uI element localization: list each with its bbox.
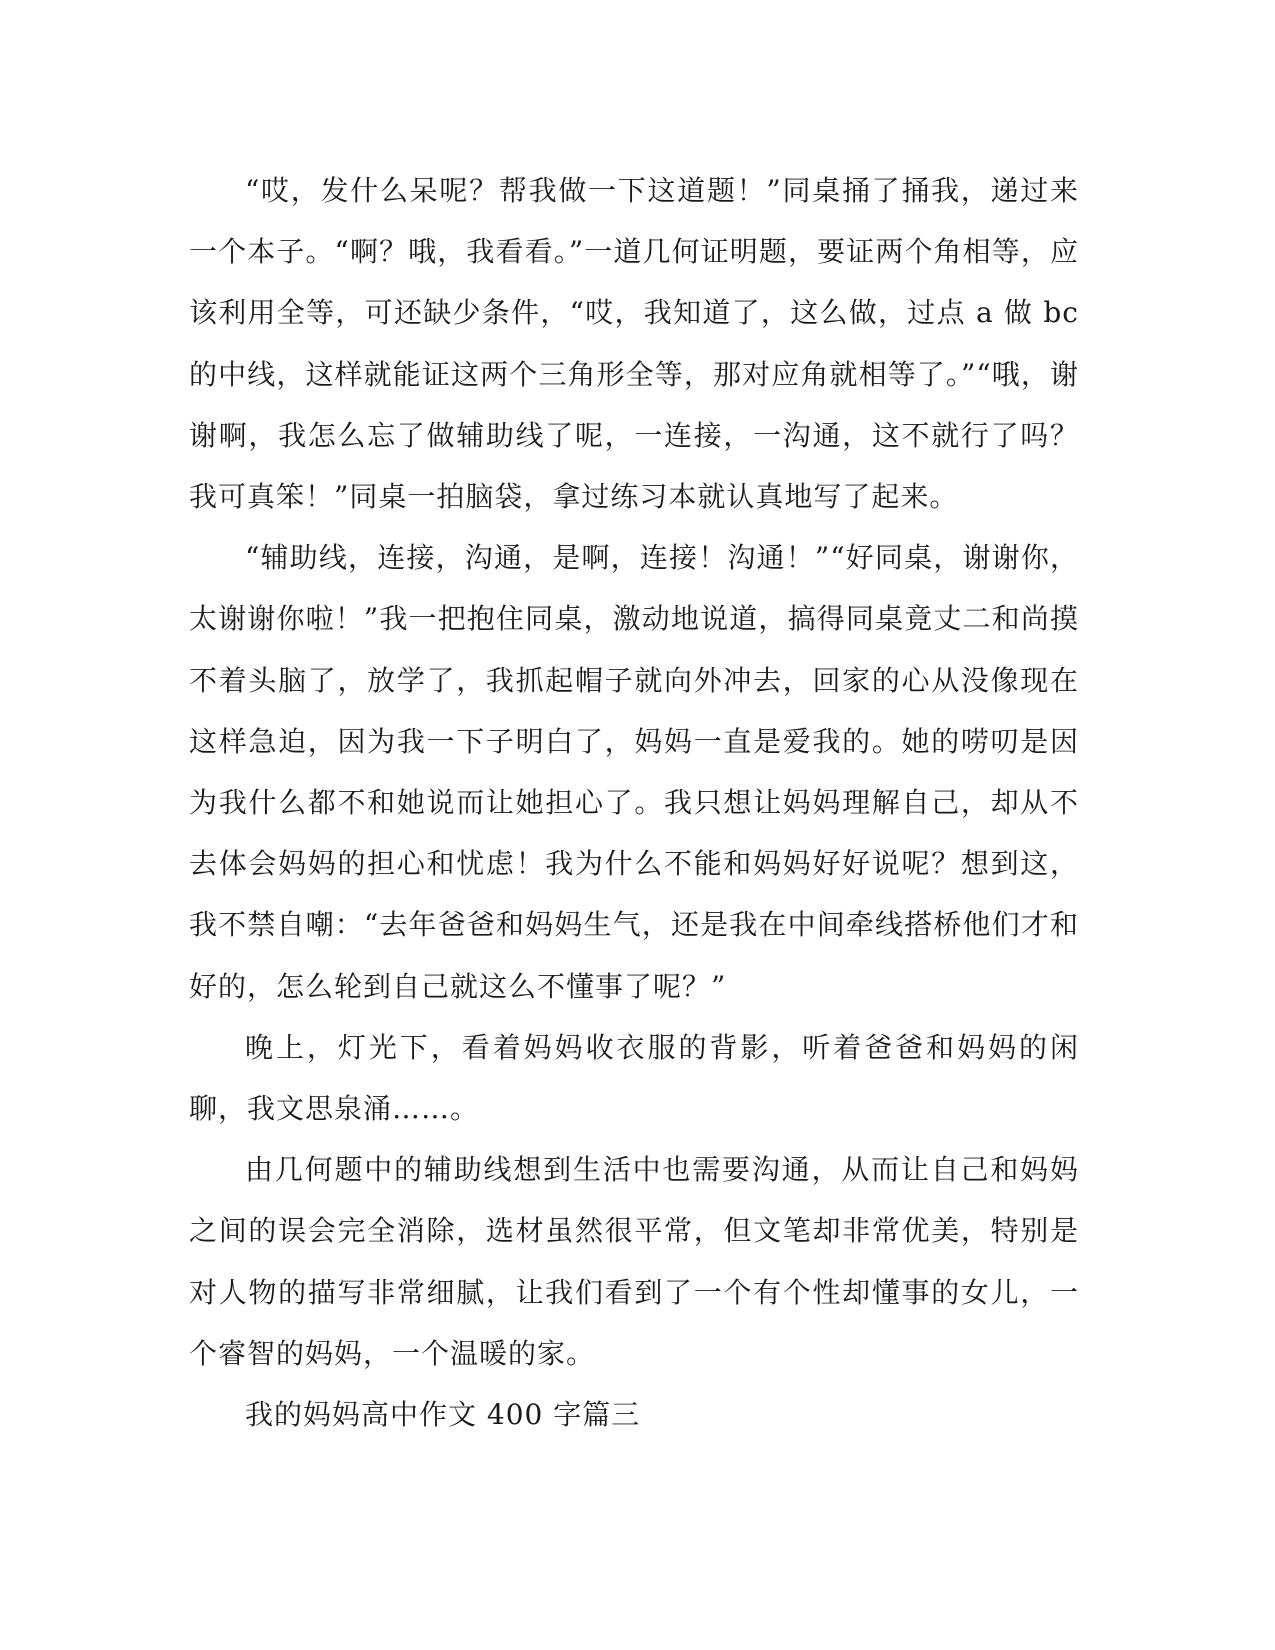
paragraph-evening: 晚上，灯光下，看着妈妈收衣服的背影，听着爸爸和妈妈的闲聊，我文思泉涌……。	[189, 1030, 1079, 1126]
section-heading: 我的妈妈高中作文 400 字篇三	[245, 1398, 641, 1432]
paragraph-realization: “辅助线，连接，沟通，是啊，连接！沟通！”“好同桌，谢谢你，太谢谢你啦！”我一把抱住同桌，激动地说道，搞得同桌竟丈二和尚摸不着头脑了，放学了，我抓起帽子就向外冲去，回家的心从没像现在这样急迫，因为我一下子明白了，妈妈一直是爱我的。她的唠叨是因为我什么都不和她说而让她担心了。我只想让妈妈理解自己，却从不去体会妈妈的担心和忧虑！我为什么不能和妈妈好好说呢？想到这，我不禁自嘲：“去年爸爸和妈妈生气，还是我在中间牵线搭桥他们才和好的，怎么轮到自己就这么不懂事了呢？”	[189, 541, 1079, 1003]
essay-body	[189, 160, 1079, 1445]
paragraph-comment: 由几何题中的辅助线想到生活中也需要沟通，从而让自己和妈妈之间的误会完全消除，选材虽然很平常，但文笔却非常优美，特别是对人物的描写非常细腻，让我们看到了一个有个性却懂事的女儿，一个睿智的妈妈，一个温暖的家。	[189, 1153, 1079, 1370]
paragraph-dialogue-geometry: “哎，发什么呆呢？帮我做一下这道题！”同桌捅了捅我，递过来一个本子。“啊？哦，我看看。”一道几何证明题，要证两个角相等，应该利用全等，可还缺少条件，“哎，我知道了，这么做，过点 a 做 bc 的中线，这样就能证这两个三角形全等，那对应角就相等了。”“哦，谢谢啊，我怎么忘了做辅助线了呢，一连接，一沟通，这不就行了吗？我可真笨！”同桌一拍脑袋，拿过练习本就认真地写了起来。	[189, 174, 1079, 514]
